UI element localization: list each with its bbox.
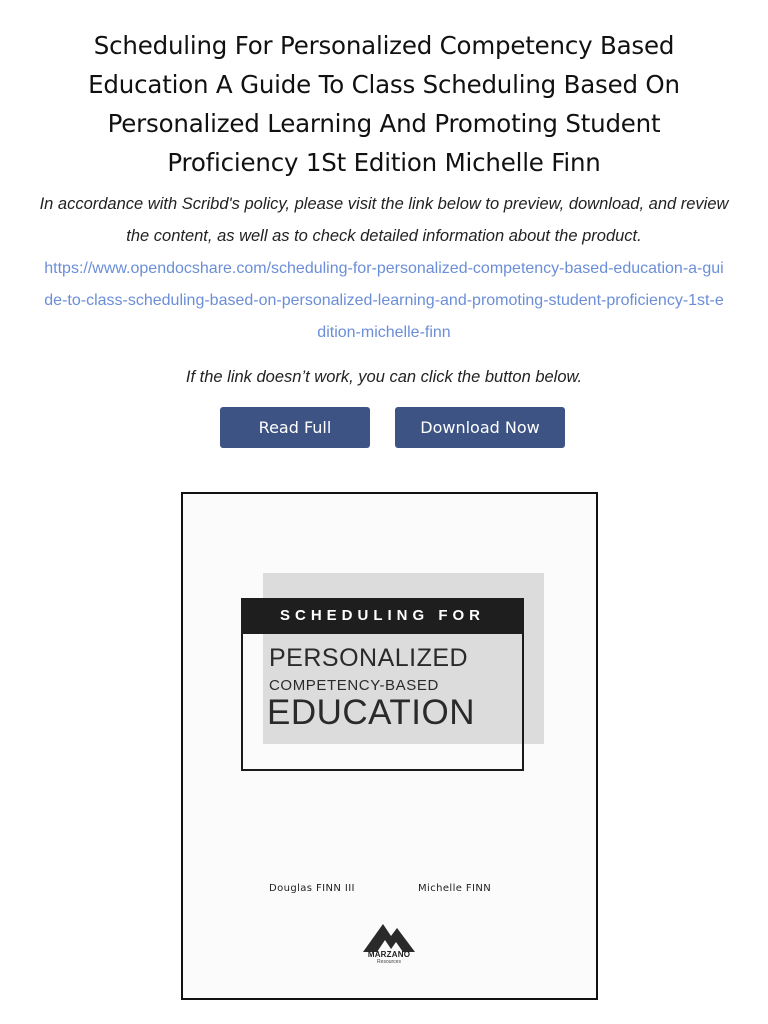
book-cover-image bbox=[181, 492, 598, 1000]
page-title: Scheduling For Personalized Competency Based Education A Guide To Class Scheduling Based On Personalized Learning And Promoting Student Proficiency 1St Edition Michelle Finn bbox=[88, 31, 680, 177]
read-full-button[interactable]: Read Full bbox=[220, 407, 370, 448]
publisher-subtitle: Resources bbox=[377, 959, 401, 965]
product-link[interactable]: https://www.opendocshare.com/scheduling-for-personalized-competency-based-education-a-guide-to-class-scheduling-based-on-personalized-learning-and-promoting-student-proficiency-1st-edition-michelle-finn bbox=[44, 260, 724, 341]
cover-title-line2: COMPETENCY-BASED bbox=[269, 677, 439, 694]
cover-author-2: Michelle FINN bbox=[418, 883, 492, 894]
publisher-name: MARZANO bbox=[367, 950, 411, 959]
fallback-hint: If the link doesn’t work, you can click the button below. bbox=[185, 368, 583, 386]
policy-notice: In accordance with Scribd's policy, please visit the link below to preview, download, and review the content, as well as to check detailed information about the product. bbox=[39, 195, 729, 245]
download-now-button[interactable]: Download Now bbox=[395, 407, 565, 448]
cover-title-line1: PERSONALIZED bbox=[269, 644, 469, 672]
cover-title-line3: EDUCATION bbox=[267, 693, 476, 732]
cover-band-text: SCHEDULING FOR bbox=[280, 607, 485, 624]
cover-author-1: Douglas FINN III bbox=[269, 883, 355, 894]
